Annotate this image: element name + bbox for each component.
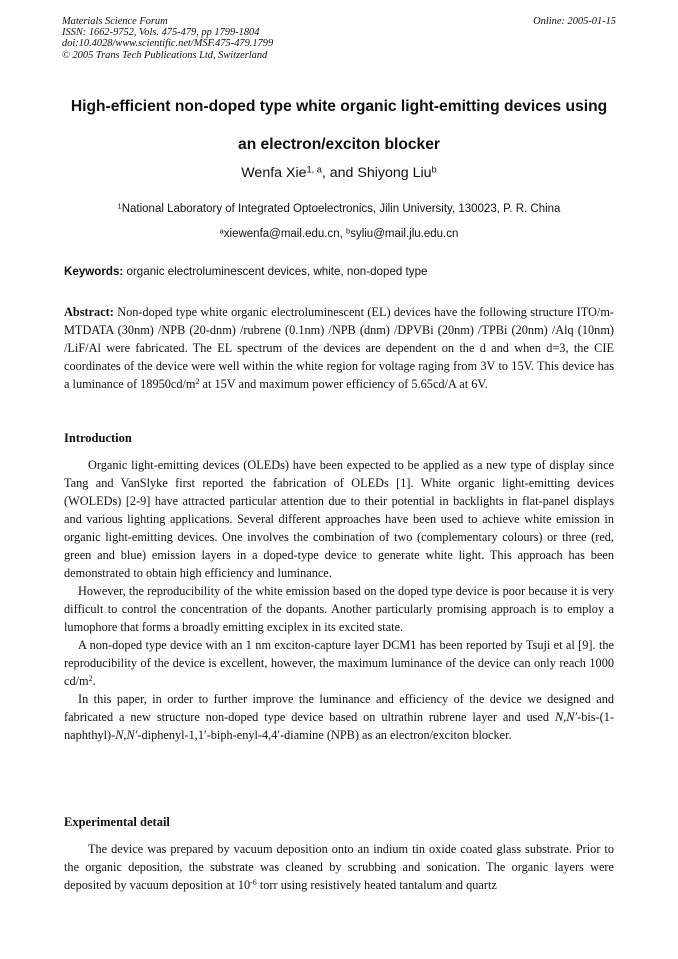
keywords [64, 265, 616, 278]
exp-p1-end: torr using resistively heated tantalum and quartz [256, 878, 497, 892]
intro-p4-end: diphenyl-1,1′-biph-enyl-4,4′-diamine (NPB) as an electron/exciton blocker. [141, 728, 512, 742]
exp-p1-text: The device was prepared by vacuum deposition onto an indium tin oxide coated glass substrate. Prior to the organic deposition, the substrate was cleaned by scrubbing and sonication. The organic layers were deposited by vacuum deposition at 10 [64, 842, 614, 892]
email-a-mark: a [219, 226, 224, 236]
email-b-mark: b [346, 226, 351, 236]
abstract-text-end: at 15V and maximum power efficiency of 5.65cd/A at 6V. [199, 377, 488, 391]
section-heading-experimental: Experimental detail [64, 815, 170, 829]
abstract-sup: 2 [195, 377, 200, 387]
author-emails [40, 228, 638, 240]
intro-p3-end: . [92, 674, 96, 688]
author-2-affil-mark: b [431, 164, 437, 175]
author-1-affil-mark: 1, a [306, 164, 322, 175]
email-a: xiewenfa@mail.edu.cn, [223, 228, 347, 240]
intro-p4-text: In this paper, in order to further improve the luminance and efficiency of the device we designed and fabricated a new structure non-doped type device based on ultrathin rubrene layer and used [64, 692, 614, 724]
keywords-text: organic electroluminescent devices, white, non-doped type [123, 265, 428, 278]
author-1: Wenfa Xie [241, 165, 307, 181]
introduction-body [64, 456, 614, 744]
affiliation [40, 203, 638, 215]
paper-title [40, 88, 638, 164]
journal-name: Materials Science Forum [62, 16, 168, 27]
abstract-label: Abstract: [64, 305, 114, 319]
abstract [64, 303, 614, 393]
exp-p1-sup: -6 [250, 878, 257, 888]
intro-p4-italic-2: N,N′- [115, 728, 142, 742]
intro-p3-sup: 2 [88, 674, 93, 684]
intro-paragraph-1: Organic light-emitting devices (OLEDs) have been expected to be applied as a new type of display since Tang and VanSlyke first reported the fabrication of OLEDs [1]. White organic light-emitting devices (WOLEDs) [2-9] have attracted particular attention due to their potential in backlights in flat-panel displays and various lighting applications. Several different approaches have been used to achieve white emission in organic light-emitting devices. One involves the combination of two (complementary colours) or three (red, green and blue) emission layers in a doped-type device to generate white light. This approach has been demonstrated to obtain high efficiency and luminance. [64, 458, 614, 580]
intro-p3-text: A non-doped type device with an 1 nm exciton-capture layer DCM1 has been reported by Tsuji et al [9]. the reproducibility of the device is excellent, however, the maximum luminance of the device can only reach 1000 cd/m [64, 638, 614, 688]
author-2: , and Shiyong Liu [321, 165, 432, 181]
intro-paragraph-4 [64, 690, 614, 744]
affiliation-text: National Laboratory of Integrated Optoelectronics, Jilin University, 130023, P. R. China [121, 203, 561, 215]
affiliation-mark: 1 [117, 201, 122, 211]
experimental-body [64, 840, 614, 894]
intro-p4-italic-1: N,N′- [554, 710, 582, 724]
intro-p4-mid: bis-(1-naphthyl)- [64, 710, 614, 742]
intro-paragraph-3 [64, 636, 614, 690]
section-heading-introduction: Introduction [64, 431, 132, 445]
doi-line: doi:10.4028/www.scientific.net/MSF.475-479.1799 [62, 38, 274, 50]
author-list [40, 165, 638, 181]
copyright-line: © 2005 Trans Tech Publications Ltd, Switzerland [62, 49, 268, 61]
keywords-label: Keywords: [64, 265, 124, 278]
email-b: syliu@mail.jlu.edu.cn [350, 228, 459, 240]
title-line-2: an electron/exciton blocker [238, 136, 440, 153]
exp-paragraph-1 [64, 840, 614, 894]
intro-paragraph-2: However, the reproducibility of the white emission based on the doped type device is poor because it is very difficult to control the concentration of the dopants. Another particularly promising approach is to employ a lumophore that forms a broadly emitting exciplex in its excited state. [64, 584, 614, 634]
online-date: Online: 2005-01-15 [533, 16, 616, 27]
abstract-text: Non-doped type white organic electroluminescent (EL) devices have the following structure ITO/m-MTDATA (30nm) /NPB (20-dnm) /rubrene (0.1nm) /NPB (dnm) /DPVBi (20nm) /TPBi (20nm) /Alq (10nm) /LiF/Al were fabricated. The EL spectrum of the devices are dependent on the d and when d=3, the CIE coordinates of the device were well within the white region for voltage raging from 3V to 15V. This device has a luminance of 18950cd/m [64, 305, 614, 391]
title-line-1: High-efficient non-doped type white organic light-emitting devices using [70, 98, 608, 115]
journal-header [62, 16, 616, 61]
issn-line: ISSN: 1662-9752, Vols. 475-479, pp 1799-1804 [62, 27, 260, 39]
